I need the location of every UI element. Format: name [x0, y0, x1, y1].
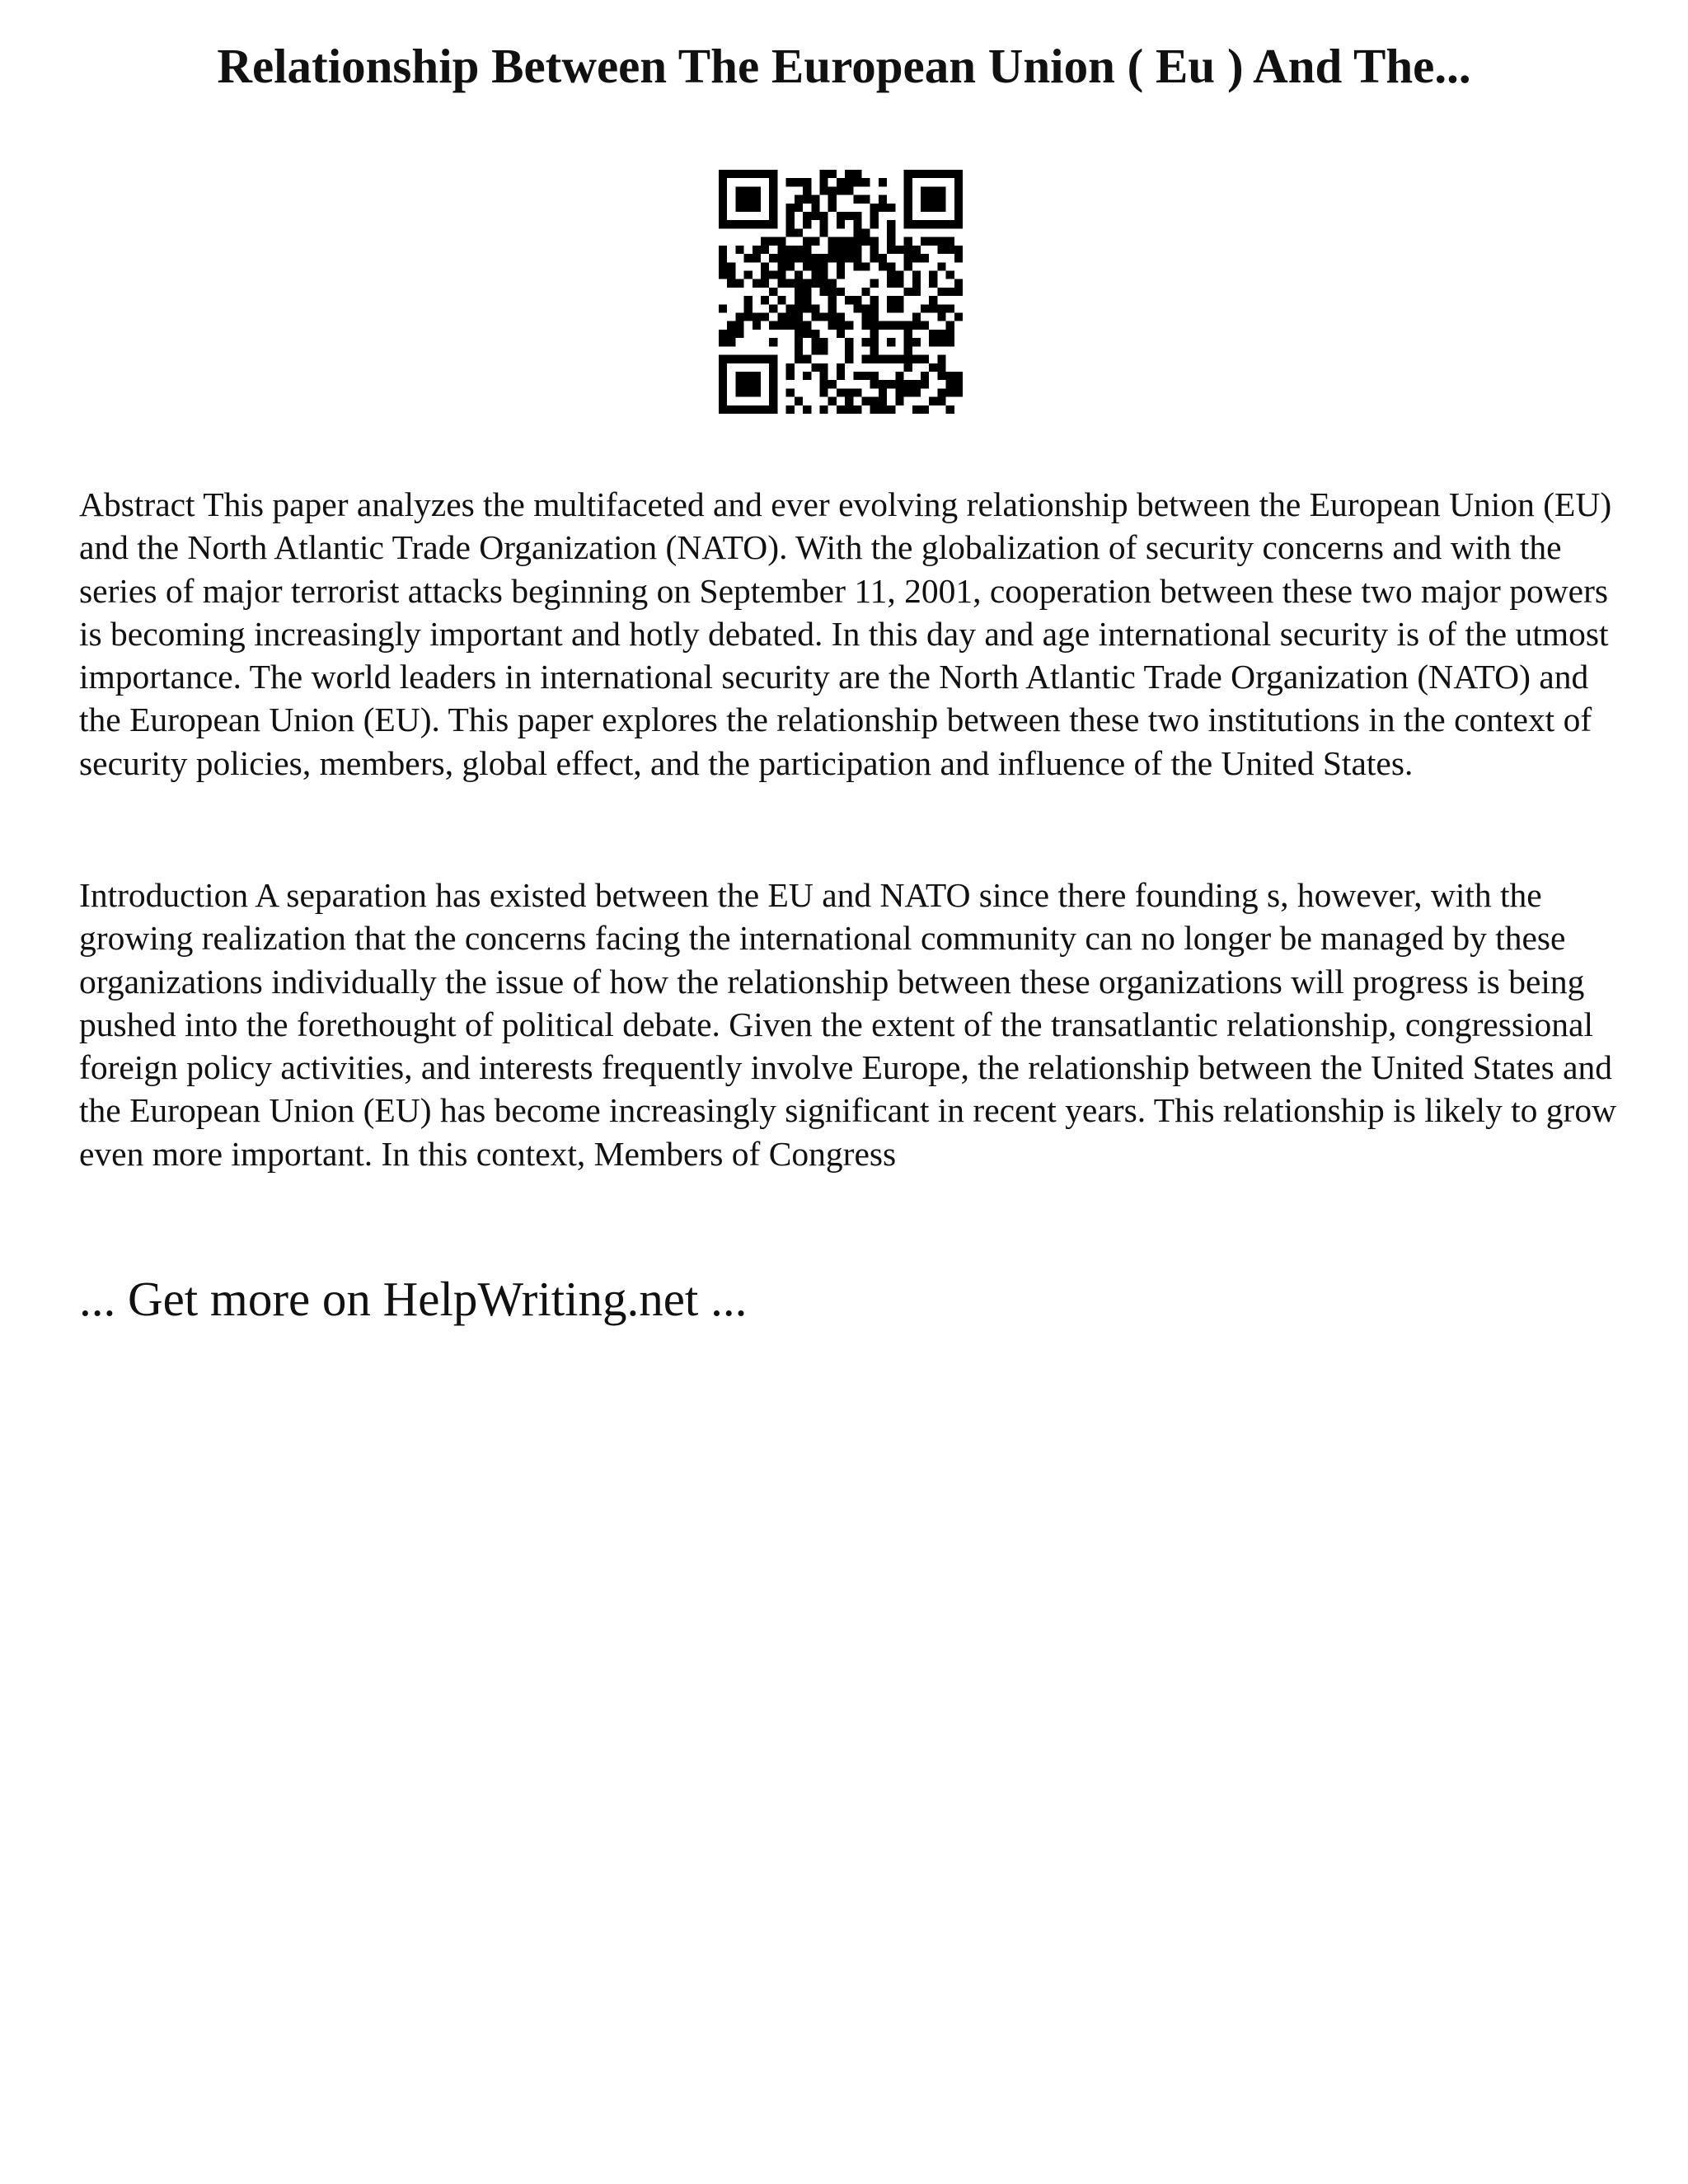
abstract-paragraph: Abstract This paper analyzes the multifaceted and ever evolving relationship between the European Union (EU) and the North Atlantic Trade Organization (NATO). With the globalization of security concerns and with the series of major terrorist attacks beginning on September 11, 2001, cooperation between these two major powers is becoming increasingly important and hotly debated. In this day and age international security is of the utmost importance. The world leaders in international security are the North Atlantic Trade Organization (NATO) and the European Union (EU). This paper explores the relationship between these two institutions in the context of security policies, members, global effect, and the participation and influence of the United States.: [79, 485, 1612, 782]
get-more-link[interactable]: ... Get more on HelpWriting.net ...: [79, 1272, 748, 1326]
document-title: Relationship Between The European Union ( Eu ) And The...: [217, 39, 1471, 93]
introduction-paragraph: Introduction A separation has existed between the EU and NATO since there founding s, however, with the growing realization that the concerns facing the international community can no longer be managed by these organizations individually the issue of how the relationship between these organizations will progress is being pushed into the forethought of political debate. Given the extent of the transatlantic relationship, congressional foreign policy activities, and interests frequently involve Europe, the relationship between the United States and the European Union (EU) has become increasingly significant in recent years. This relationship is likely to grow even more important. In this context, Members of Congress: [79, 876, 1617, 1173]
qr-code-icon: [719, 170, 963, 414]
